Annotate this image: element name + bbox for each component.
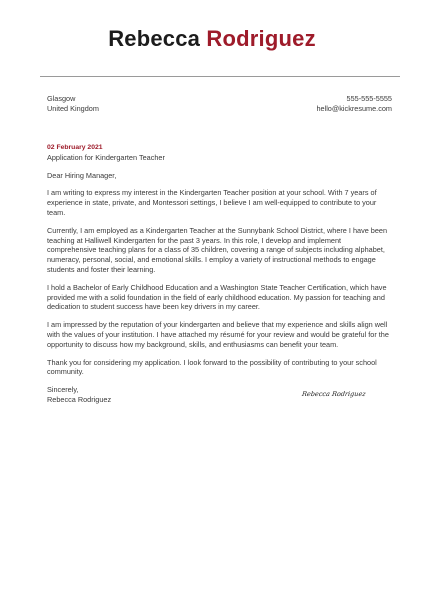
- letter-subject: Application for Kindergarten Teacher: [47, 152, 165, 162]
- header-divider: [40, 76, 400, 77]
- contact-details: [316, 94, 392, 114]
- closing: Sincerely,: [47, 385, 79, 395]
- applicant-name: [0, 25, 424, 53]
- handwritten-signature: Rebecca Rodriguez: [301, 390, 367, 398]
- email-address: hello@kickresume.com: [316, 104, 392, 113]
- paragraph-thanks: Thank you for considering my application. I look forward to the possibility of contributing to your school community.: [47, 357, 377, 377]
- city: Glasgow: [47, 94, 76, 103]
- paragraph-education: I hold a Bachelor of Early Childhood Education and a Washington State Teacher Certification, which have provided me with a solid foundation in the field of early childhood education. My passion for teaching and dedication to student success have been key drivers in my career.: [47, 282, 387, 312]
- letter-date: 02 February 2021: [47, 144, 103, 151]
- last-name: Rodriguez: [206, 26, 316, 51]
- phone-number: 555-555-5555: [346, 94, 392, 103]
- first-name: Rebecca: [108, 26, 201, 51]
- paragraph-intro: I am writing to express my interest in the Kindergarten Teacher position at your school. With 7 years of experience in state, private, and Montessori settings, I believe I am well-equipped to contribute to your team.: [47, 188, 377, 217]
- paragraph-motivation: I am impressed by the reputation of your kindergarten and believe that my experience and skills align well with the values of your institution. I have attached my résumé for your review and would be grateful for the opportunity to discuss how my background, skills, and enthusiasms can benefit your team.: [47, 320, 389, 349]
- greeting: Dear Hiring Manager,: [47, 170, 117, 180]
- closing-name: Rebecca Rodriguez: [47, 394, 112, 404]
- letter-body: [47, 143, 392, 405]
- paragraph-current-role: Currently, I am employed as a Kindergarten Teacher at the Sunnybank School District, where I have been teaching at Halliwell Kindergarten for the past 3 years. In this role, I develop and implement comprehensive teaching plans for a class of 35 children, covering a range of subjects including alphabet, numeracy, personal, social, and emotional skills. I employ a variety of instructional methods to engage students and foster their learning.: [47, 225, 388, 274]
- address-block: [47, 94, 99, 114]
- country: United Kingdom: [47, 104, 99, 113]
